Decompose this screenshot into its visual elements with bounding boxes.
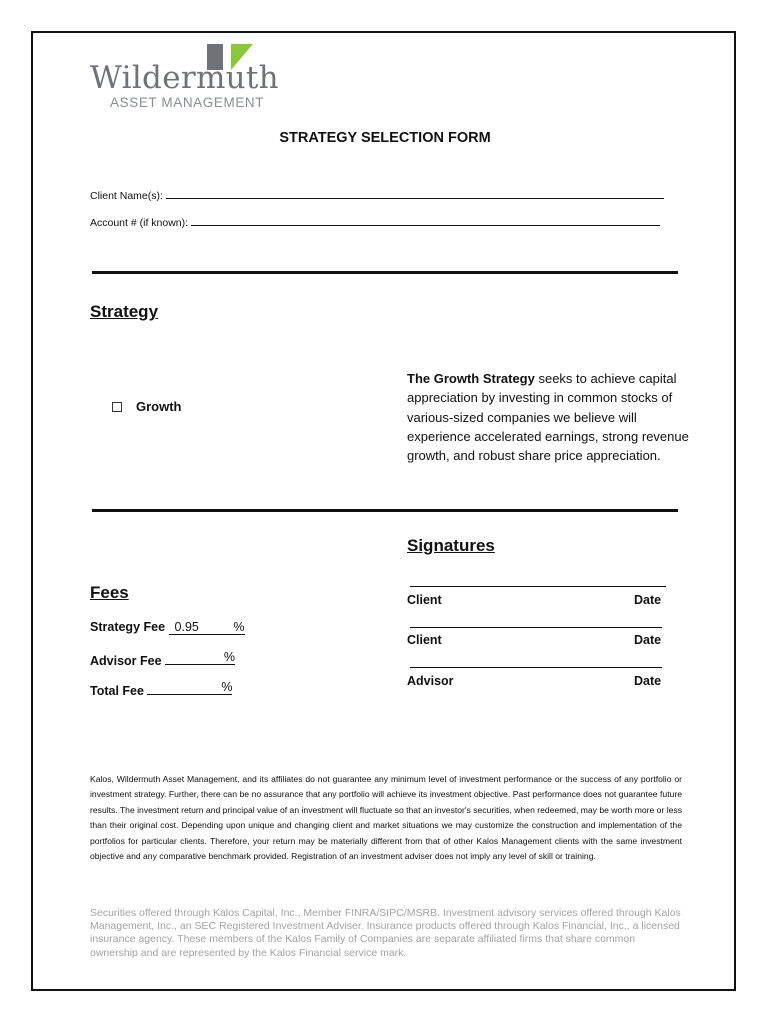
signature-line-advisor[interactable] (410, 667, 662, 668)
logo-subtitle: ASSET MANAGEMENT (110, 95, 265, 110)
form-title: STRATEGY SELECTION FORM (279, 130, 491, 146)
signature-date-client-2: Date (634, 633, 662, 647)
logo-name: Wildermuth (90, 60, 279, 96)
securities-notice: Securities offered through Kalos Capital, Inc., Member FINRA/SIPC/MSRB. Investment advisory services offered through Kalos Management, Inc., an SEC Registered Investment Adviser. Insurance products offered through Kalos Financial, Inc., a licensed insurance agency. These members of the Kalos Family of Companies are separate affiliated firms that share common ownership and are represented by the Kalos Financial service mark. (90, 907, 681, 959)
growth-checkbox[interactable] (112, 402, 122, 412)
account-label: Account # (if known): (90, 217, 189, 229)
signatures-heading: Signatures (407, 536, 495, 555)
advisor-fee-percent: % (223, 650, 236, 664)
strategy-fee-value: 0.95 (174, 620, 199, 634)
signature-label-client-2: Client (407, 633, 442, 647)
total-fee-row[interactable] (90, 681, 232, 698)
growth-option-label: Growth (136, 399, 182, 414)
growth-description-bold: The Growth Strategy (407, 371, 535, 386)
advisor-fee-row[interactable] (90, 651, 235, 668)
divider-top (92, 271, 678, 274)
disclaimer: Kalos, Wildermuth Asset Management, and its affiliates do not guarantee any minimum level of investment performance or the success of any portfolio or investment strategy. Further, there can be no assurance that any portfolio will achieve its investment objective. Past performance does not guarantee future results. The investment return and principal value of an investment will fluctuate so that an investor's securities, when redeemed, may be worth more or less than their original cost. Depending upon unique and changing client and market situations we may customize the construction and implementation of the portfolios for particular clients. Therefore, your return may be materially different from that of other Kalos Management clients with the same investment objective and any comparative benchmark provided. Registration of an investment adviser does not imply any level of skill or training. (90, 774, 682, 862)
signature-date-client-1: Date (634, 593, 662, 607)
growth-description (407, 369, 692, 465)
growth-option[interactable] (112, 399, 182, 414)
strategy-fee-row[interactable] (90, 620, 245, 635)
client-names-line[interactable] (166, 190, 664, 199)
signature-label-advisor: Advisor (407, 674, 454, 688)
client-names-field[interactable] (90, 190, 664, 202)
signature-date-advisor: Date (634, 674, 662, 688)
account-field[interactable] (90, 217, 660, 229)
advisor-fee-input[interactable] (165, 651, 235, 665)
signature-line-client-1[interactable] (410, 586, 666, 587)
divider-middle (92, 509, 678, 512)
fees-heading: Fees (90, 583, 129, 602)
strategy-fee-percent: % (233, 620, 245, 634)
total-fee-input[interactable] (147, 681, 232, 695)
growth-description-text: seeks to achieve capital appreciation by investing in common stocks of various-sized companies we believe will experience accelerated earnings, strong revenue growth, and robust share price appreciation. (407, 371, 689, 464)
signature-label-client-1: Client (407, 593, 442, 607)
total-fee-percent: % (221, 680, 233, 694)
strategy-heading: Strategy (90, 302, 159, 321)
account-line[interactable] (191, 217, 660, 226)
total-fee-label: Total Fee (90, 684, 144, 698)
strategy-fee-label: Strategy Fee (90, 620, 166, 634)
client-names-label: Client Name(s): (90, 190, 163, 202)
strategy-fee-input[interactable] (169, 621, 245, 635)
signature-line-client-2[interactable] (410, 627, 662, 628)
advisor-fee-label: Advisor Fee (90, 654, 162, 668)
